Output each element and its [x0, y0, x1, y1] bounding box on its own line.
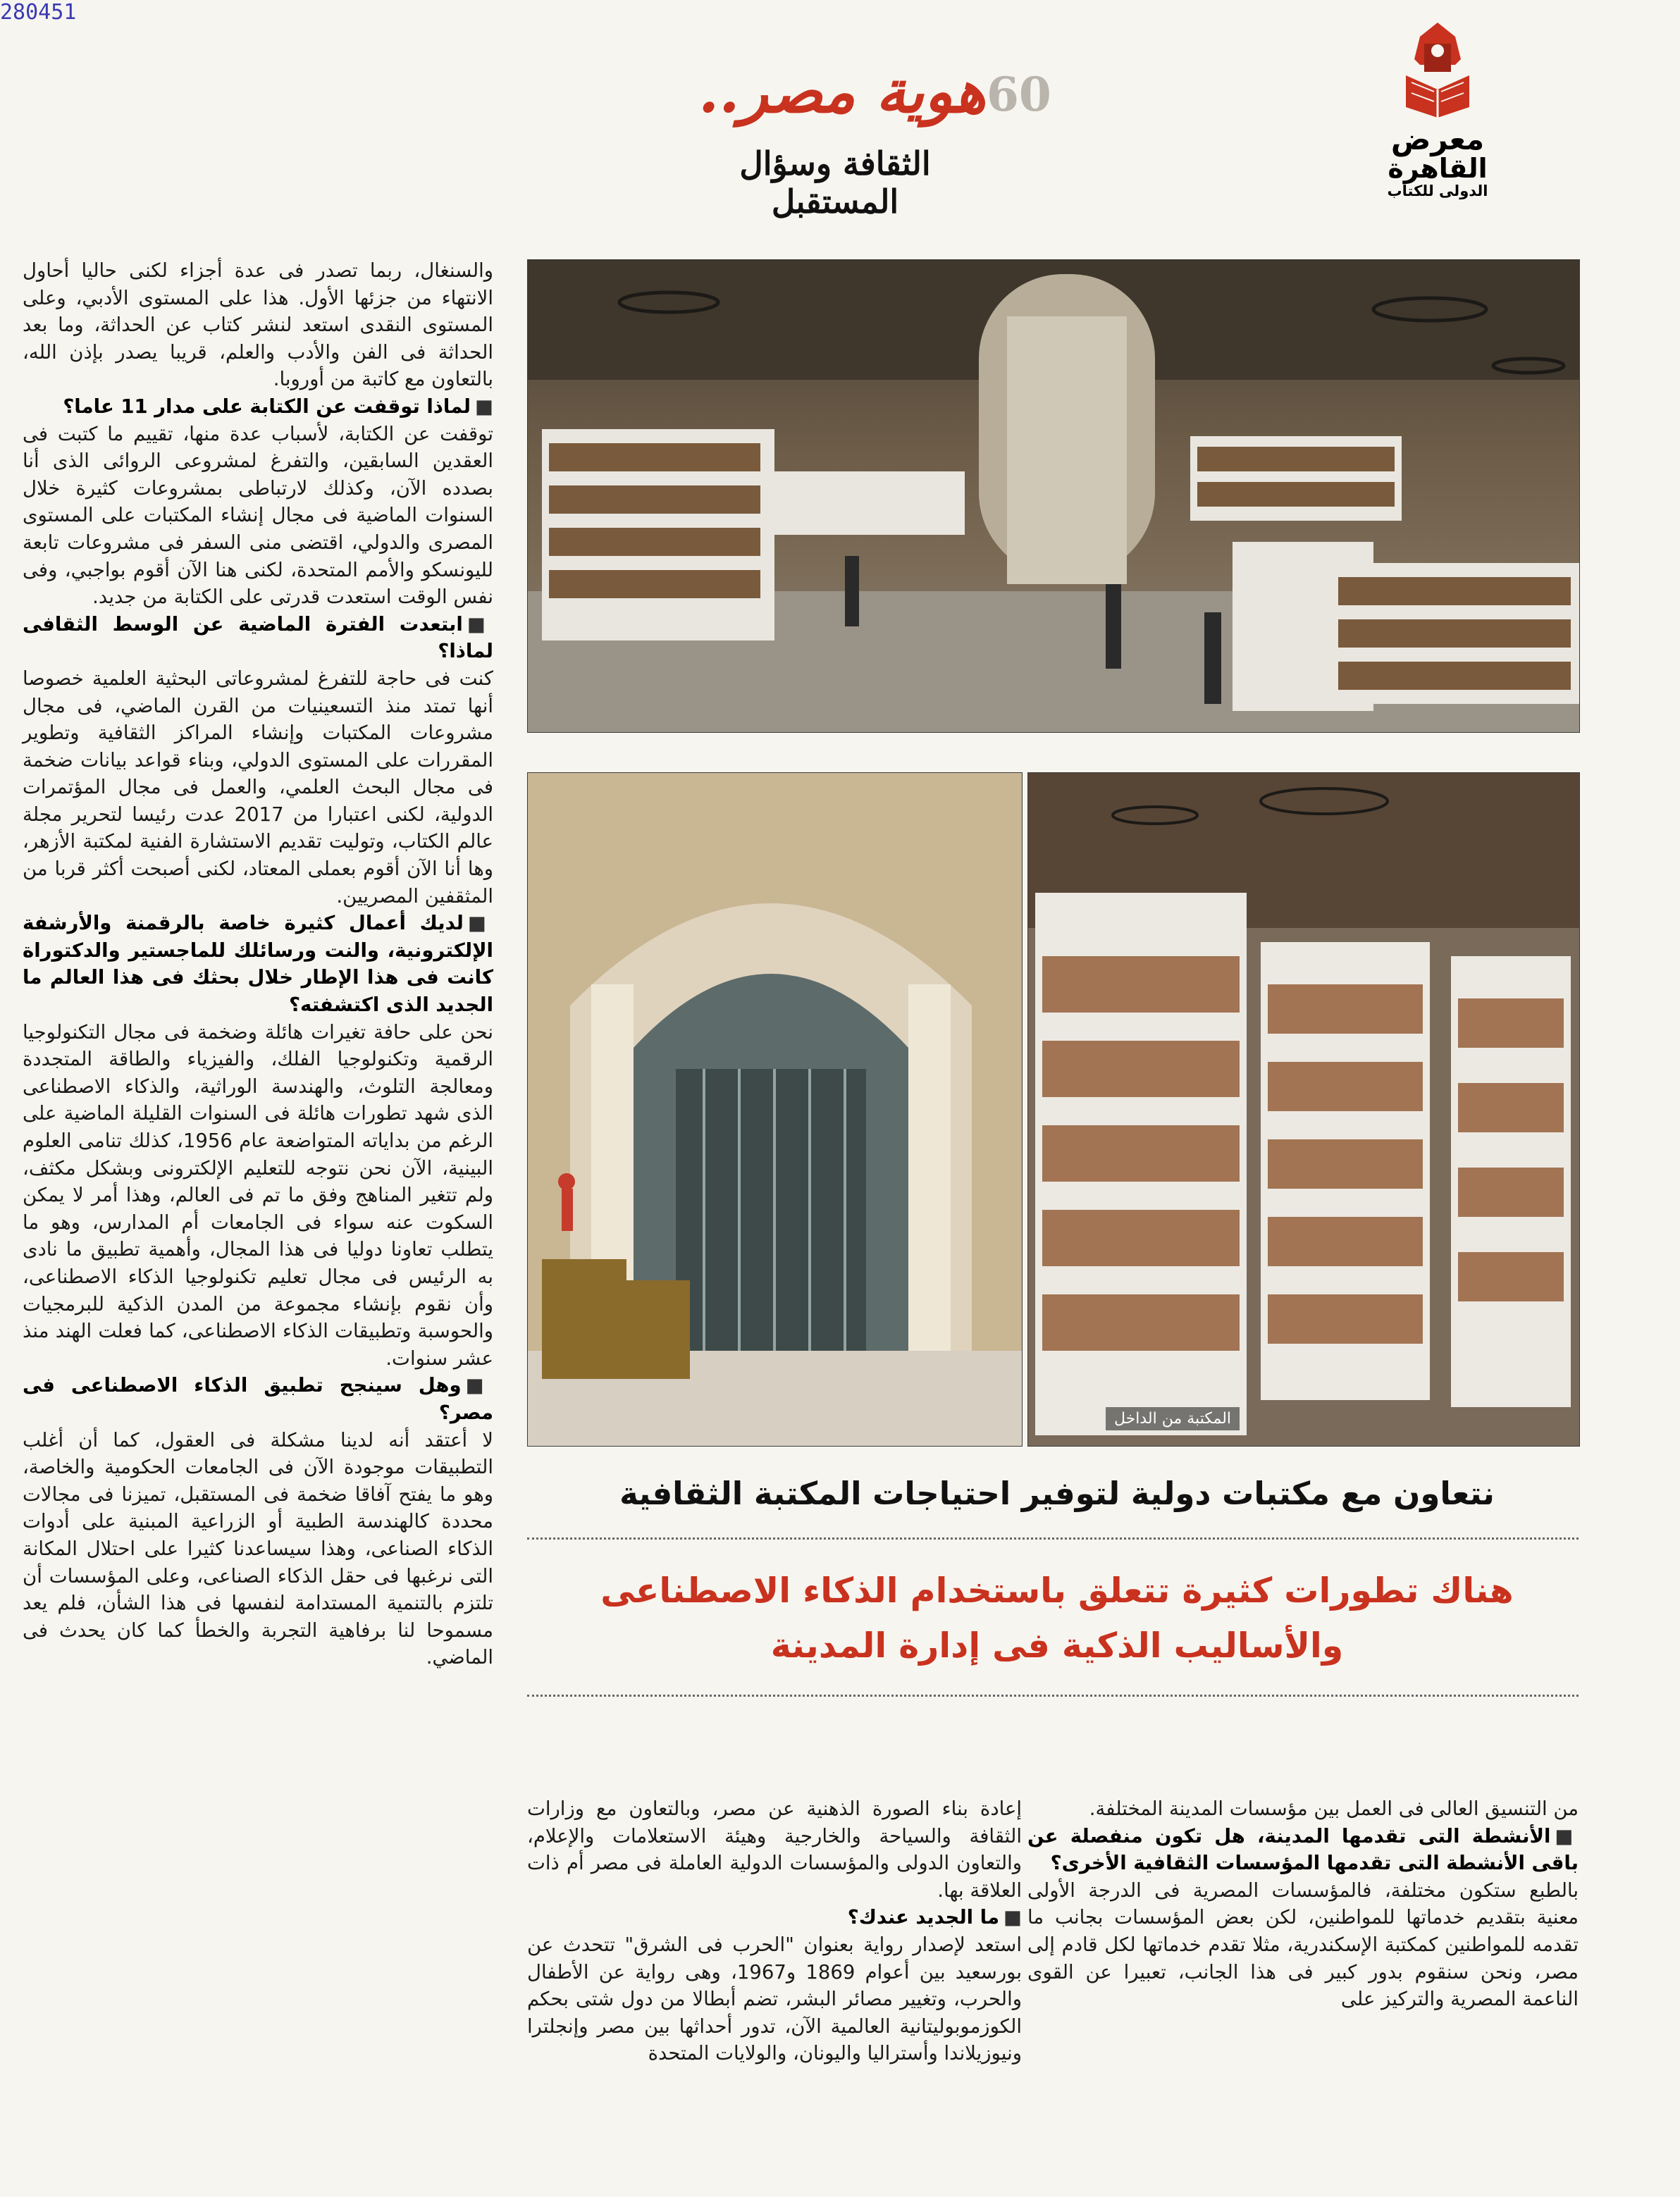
article-column-left: [23, 257, 493, 1671]
article-column-middle: [527, 1795, 1022, 2067]
question-text: وهل سينجح تطبيق الذكاء الاصطناعى فى مصر؟: [23, 1374, 493, 1424]
pull-quote-line2: والأساليب الذكية فى إدارة المدينة: [770, 1626, 1344, 1666]
library-photo-main: [527, 259, 1580, 733]
logo-line1: معرض: [1390, 122, 1485, 156]
question-text: لديك أعمال كثيرة خاصة بالرقمنة والأرشفة الإلكترونية، والنت ورسائلك للماجستير والدكتوراة كانت فى هذا الإطار خلال بحثك فى هذا العالم ما الجديد الذى اكتشفته؟: [23, 912, 493, 1017]
interview-question: [23, 393, 493, 421]
square-bullet-icon: ■: [467, 912, 493, 935]
logo-line3: الدولى للكتاب: [1387, 182, 1488, 199]
interview-question: [527, 1904, 1022, 1931]
question-text: الأنشطة التى تقدمها المدينة، هل تكون منفصلة عن باقى الأنشطة التى تقدمها المؤسسات الثقافية الأخرى؟: [1027, 1824, 1579, 1875]
answer-paragraph: استعد لإصدار رواية بعنوان "الحرب فى الشرق" تتحدث عن بورسعيد بين أعوام 1869 و1967، وهى رواية عن الأطفال والحرب، وتغيير مصائر البشر، تضم أبطالا من دول شتى بحكم الكوزموبوليتانية العالمية الآن، تدور أحداثها بين مصر وإنجلترا ونيوزيلاندا وأستراليا واليونان، والولايات المتحدة: [527, 1933, 1022, 2065]
answer-paragraph: لا أعتقد أنه لدينا مشكلة فى العقول، كما أن أغلب التطبيقات موجودة الآن فى الجامعات الحكومية والخاصة، وهو ما يفتح آفاقا ضخمة فى المستقبل، تميزنا فى مجالات محددة كالهندسة الطبية أو الزراعية المبنية على أدوات الذكاء الصناعى، وهذا سيساعدنا كثيرا على احتلال المكانة التى نرغبها فى حقل الذكاء الصناعى، وعلى المؤسسات أن تلتزم بالتنمية المستدامة لنفسها فى هذا الشأن، فلم يعد مسموحا لنا برفاهية التجربة والخطأ كما كان يحدث فى الماضي.: [23, 1428, 493, 1669]
article-column-right: [1027, 1795, 1579, 2013]
book-fair-logo: [1378, 16, 1497, 199]
book-fair-logo-icon: [1378, 16, 1497, 121]
square-bullet-icon: ■: [467, 612, 494, 636]
interview-question: [23, 1372, 493, 1426]
question-text: لماذا توقفت عن الكتابة على مدار 11 عاما؟: [63, 395, 471, 418]
banner-title: هوية مصر..: [698, 56, 987, 126]
answer-paragraph: نحن على حافة تغيرات هائلة وضخمة فى مجال التكنولوجيا الرقمية وتكنولوجيا الفلك، والفيزياء والطاقة المتجددة ومعالجة التلوث، والهندسة الوراثية، والذكاء الاصطناعى الذى شهد تطورات هائلة فى السنوات القليلة الماضية على الرغم من بداياته المتواضعة عام 1956، كذلك تنامى العلوم البينية، الآن نحن نتوجه للتعليم الإلكترونى وبشكل مكثف، ولم تتغير المناهج وفق ما تم فى العالم، وهذا أمر لا يمكن السكوت عنه سواء فى الجامعات أم المدارس، وهو ما يتطلب تعاونا دوليا فى هذا المجال، وأهمية تطبيق ما نادى به الرئيس فى مجال تعليم تكنولوجيا الذكاء الاصطناعى، وأن نقوم بإنشاء مجموعة من المدن الذكية للبرمجيات والحوسبة وتطبيقات الذكاء الاصطناعى، كما فعلت الهند منذ عشر سنوات.: [23, 1020, 493, 1370]
answer-paragraph: توقفت عن الكتابة، لأسباب عدة منها، تقييم ما كتبت فى العقدين السابقين، والتفرغ لمشروعى الروائى الذى أنا بصدده الآن، وكذلك لارتباطى بمشروعات كثيرة خلال السنوات الماضية فى مجال إنشاء المكتبات على المستوى المصرى والدولي، اقتضى منى السفر فى مشروعات تابعة لليونسكو والأمم المتحدة، لكنى هنا الآن أقوم بواجبي، وفى نفس الوقت استعدت قدرتى على الكتابة من جديد.: [23, 422, 493, 609]
square-bullet-icon: ■: [465, 1374, 493, 1397]
banner-subtitle: الثقافة وسؤال المستقبل: [739, 144, 931, 221]
question-text: ما الجديد عندك؟: [847, 1906, 1000, 1929]
question-text: ابتعدت الفترة الماضية عن الوسط الثقافى لماذا؟: [23, 612, 493, 663]
square-bullet-icon: ■: [475, 395, 493, 418]
pull-quote-line1: هناك تطورات كثيرة تتعلق باستخدام الذكاء الاصطناعى: [600, 1571, 1514, 1611]
photo-caption: المكتبة من الداخل: [1106, 1407, 1240, 1430]
square-bullet-icon: ■: [1003, 1906, 1022, 1929]
interview-question: [1027, 1823, 1579, 1877]
answer-paragraph: بالطبع ستكون مختلفة، فالمؤسسات المصرية فى الدرجة الأولى معنية بتقديم خدماتها للمواطنين، لكن بعض المؤسسات بجانب ما تقدمه للمواطنين كمكتبة الإسكندرية، مثلا تقدم خدماتها لكل قادم إلى مصر، ونحن سنقوم بدور كبير فى هذا الجانب، تعبيرا عن القوى الناعمة المصرية والتركيز على: [1027, 1879, 1579, 2011]
library-photo-entrance: [527, 772, 1023, 1447]
interview-question: [23, 910, 493, 1018]
library-photo-entrance-art: [528, 773, 1022, 1446]
answer-paragraph: كنت فى حاجة للتفرغ لمشروعاتى البحثية العلمية خصوصا أنها تمتد منذ التسعينيات من القرن الماضي، فى مجال مشروعات المكتبات وإنشاء المراكز الثقافية وتطوير المقررات على المستوى الدولي، وبناء قواعد بيانات ضخمة فى مجال البحث العلمي، والعمل فى مجال المؤتمرات الدولية، لكنى اعتبارا من 2017 عدت رئيسا لتحرير مجلة عالم الكتاب، وتوليت تقديم الاستشارة الفنية لمكتبة الأزهر، وها أنا الآن أقوم بعملى المعتاد، لكنى أصبحت أكثر قربا من المثقفين المصريين.: [23, 667, 493, 908]
pull-quote-divider: [527, 1695, 1579, 1697]
archive-stamp: 280451: [0, 0, 77, 25]
answer-paragraph: إعادة بناء الصورة الذهنية عن مصر، وبالتعاون مع وزارات الثقافة والسياحة والخارجية وهيئة الاستعلامات والإعلام، والتعاون الدولى والمؤسسات الدولية العاملة فى مصر أم ذات العلاقة بها.: [527, 1797, 1022, 1902]
interview-question: [23, 611, 493, 665]
answer-paragraph: والسنغال، ربما تصدر فى عدة أجزاء لكنى حاليا أحاول الانتهاء من جزئها الأول. هذا على المستوى الأدبي، وعلى المستوى النقدى استعد لنشر كتاب عن الحداثة، وما بعد الحداثة فى الفن والأدب والعلم، قريبا يصدر بإذن الله، بالتعاون مع كاتبة من أوروبا.: [23, 259, 493, 391]
headline-divider: [527, 1537, 1579, 1540]
square-bullet-icon: ■: [1555, 1824, 1579, 1848]
main-headline: نتعاون مع مكتبات دولية لتوفير احتياجات المكتبة الثقافية: [619, 1475, 1495, 1512]
page-number: 60: [987, 67, 1051, 122]
library-photo-main-art: [528, 260, 1579, 732]
banner: [677, 56, 1008, 141]
logo-line2: القاهرة: [1388, 153, 1488, 184]
answer-paragraph: من التنسيق العالى فى العمل بين مؤسسات المدينة المختلفة.: [1089, 1797, 1579, 1820]
library-photo-shelves: [1027, 772, 1580, 1447]
library-photo-shelves-art: [1028, 773, 1579, 1446]
